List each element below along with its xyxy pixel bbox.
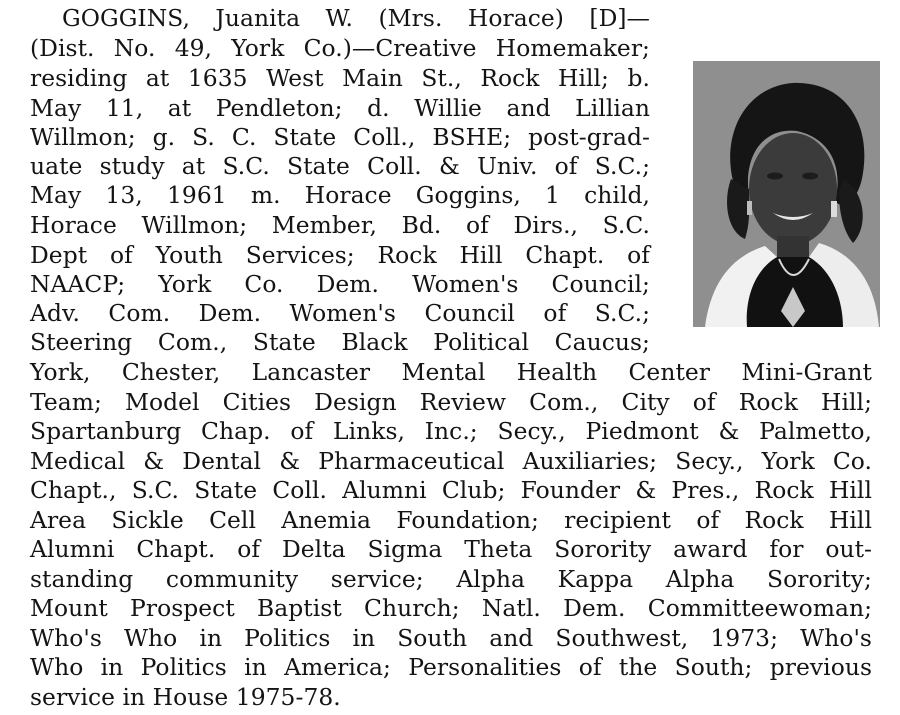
entry-line-11: Adv. Com. Dem. Women's Council of S.C.;	[30, 299, 650, 327]
entry-line-5: Willmon; g. S. C. State Coll., BSHE; post-grad-	[30, 123, 650, 151]
entry-line-24: service in House 1975-78.	[30, 683, 341, 711]
entry-line-18: Area Sickle Cell Anemia Foundation; recipient of Rock Hill	[30, 506, 872, 534]
entry-line-8: Horace Willmon; Member, Bd. of Dirs., S.C.	[30, 211, 650, 239]
entry-line-20: standing community service; Alpha Kappa Alpha Sorority;	[30, 565, 872, 593]
entry-line-23: Who in Politics in America; Personalities of the South; previous	[30, 653, 872, 681]
entry-line-21: Mount Prospect Baptist Church; Natl. Dem. Committeewoman;	[30, 594, 872, 622]
entry-line-2: (Dist. No. 49, York Co.)—Creative Homemaker;	[30, 34, 650, 62]
entry-line-7: May 13, 1961 m. Horace Goggins, 1 child,	[30, 181, 650, 209]
entry-line-1: GOGGINS, Juanita W. (Mrs. Horace) [D]—	[62, 4, 650, 32]
entry-line-16: Medical & Dental & Pharmaceutical Auxiliaries; Secy., York Co.	[30, 447, 872, 475]
entry-line-12: Steering Com., State Black Political Caucus;	[30, 328, 650, 356]
entry-line-22: Who's Who in Politics in South and Southwest, 1973; Who's	[30, 624, 872, 652]
entry-line-14: Team; Model Cities Design Review Com., City of Rock Hill;	[30, 388, 872, 416]
entry-line-4: May 11, at Pendleton; d. Willie and Lillian	[30, 94, 650, 122]
portrait-photo	[693, 61, 880, 327]
entry-line-10: NAACP; York Co. Dem. Women's Council;	[30, 270, 650, 298]
entry-line-6: uate study at S.C. State Coll. & Univ. of S.C.;	[30, 152, 650, 180]
entry-line-17: Chapt., S.C. State Coll. Alumni Club; Founder & Pres., Rock Hill	[30, 476, 872, 504]
entry-line-9: Dept of Youth Services; Rock Hill Chapt. of	[30, 241, 650, 269]
entry-line-15: Spartanburg Chap. of Links, Inc.; Secy., Piedmont & Palmetto,	[30, 417, 872, 445]
entry-line-3: residing at 1635 West Main St., Rock Hill; b.	[30, 64, 650, 92]
entry-line-13: York, Chester, Lancaster Mental Health Center Mini-Grant	[30, 358, 872, 386]
entry-line-19: Alumni Chapt. of Delta Sigma Theta Sorority award for out-	[30, 535, 872, 563]
portrait-photo-icon	[693, 61, 880, 327]
